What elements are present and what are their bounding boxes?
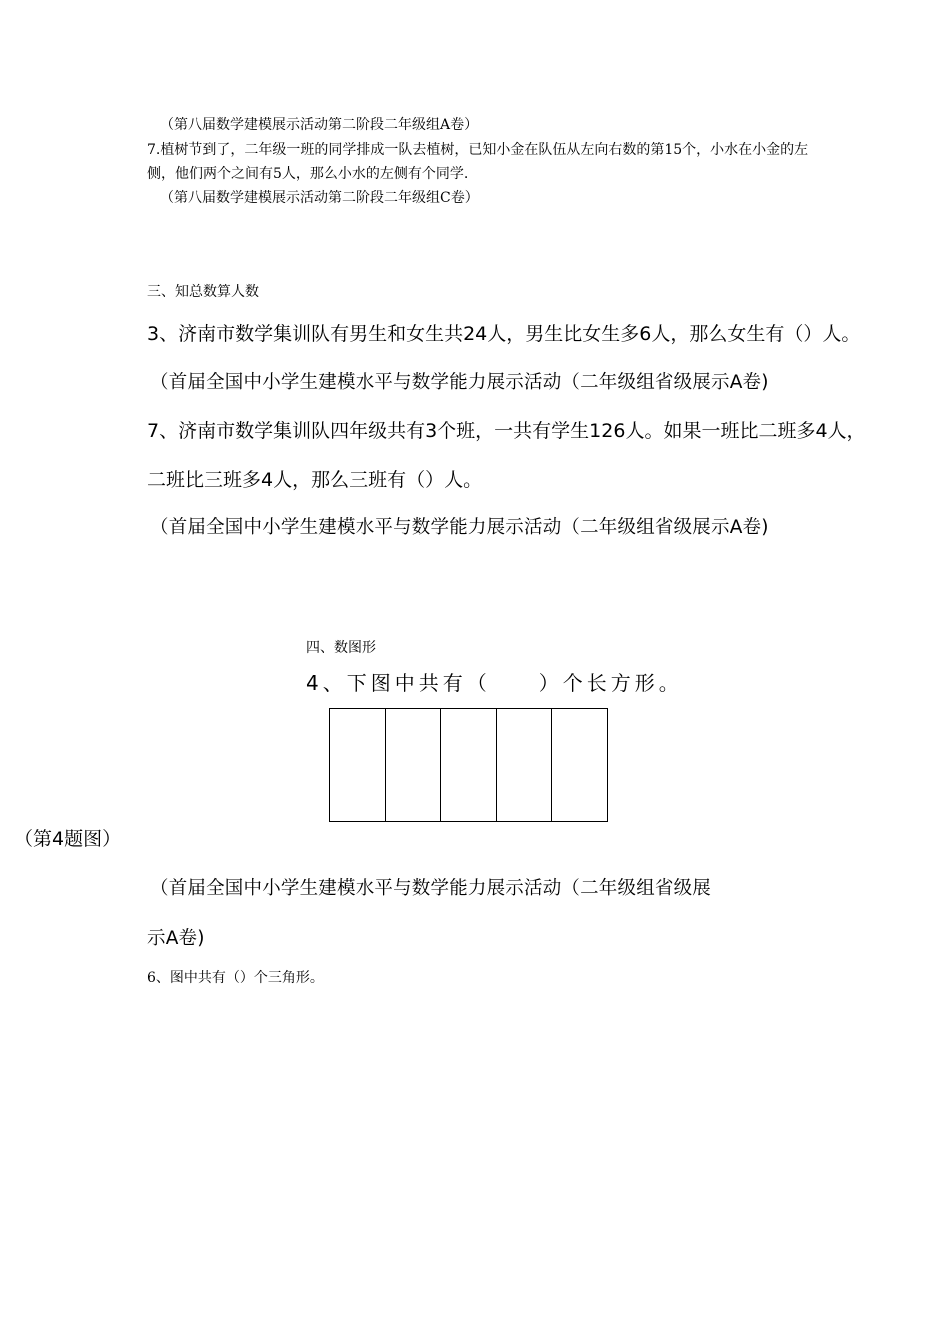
question-4-source-line-2: 示A卷) (147, 928, 205, 949)
section-three-heading: 三、知总数算人数 (147, 284, 259, 300)
question-3: 3、济南市数学集训队有男生和女生共24人，男生比女生多6人，那么女生有（）人。 (147, 323, 861, 345)
figure-caption: （第4题图） (14, 828, 122, 850)
figure-column (441, 709, 497, 821)
rectangle-figure (329, 708, 608, 822)
section-four-heading: 四、数图形 (306, 640, 376, 656)
question-4-source-line-1: （首届全国中小学生建模水平与数学能力展示活动（二年级组省级展 (150, 878, 712, 899)
question-7-line-1-b: 7、济南市数学集训队四年级共有3个班，一共有学生126人。如果一班比二班多4人， (147, 420, 866, 442)
question-7-line-1: 7.植树节到了，二年级一班的同学排成一队去植树，已知小金在队伍从左向右数的第15个，小水在小金的左 (147, 142, 809, 158)
question-4: 4、下图中共有（ ）个长方形。 (306, 671, 683, 695)
figure-column (330, 709, 386, 821)
question-7-source: （首届全国中小学生建模水平与数学能力展示活动（二年级组省级展示A卷) (150, 517, 769, 538)
source-note-a: （第八届数学建模展示活动第二阶段二年级组A卷） (160, 117, 479, 133)
figure-column (386, 709, 442, 821)
figure-column (552, 709, 607, 821)
source-note-c: （第八届数学建模展示活动第二阶段二年级组C卷） (160, 190, 479, 206)
question-7-line-2: 侧，他们两个之间有5人，那么小水的左侧有个同学. (147, 166, 469, 182)
question-3-source: （首届全国中小学生建模水平与数学能力展示活动（二年级组省级展示A卷) (150, 372, 769, 393)
figure-column (497, 709, 553, 821)
question-7-line-2-b: 二班比三班多4人，那么三班有（）人。 (147, 469, 483, 491)
question-6: 6、图中共有（）个三角形。 (147, 970, 324, 986)
